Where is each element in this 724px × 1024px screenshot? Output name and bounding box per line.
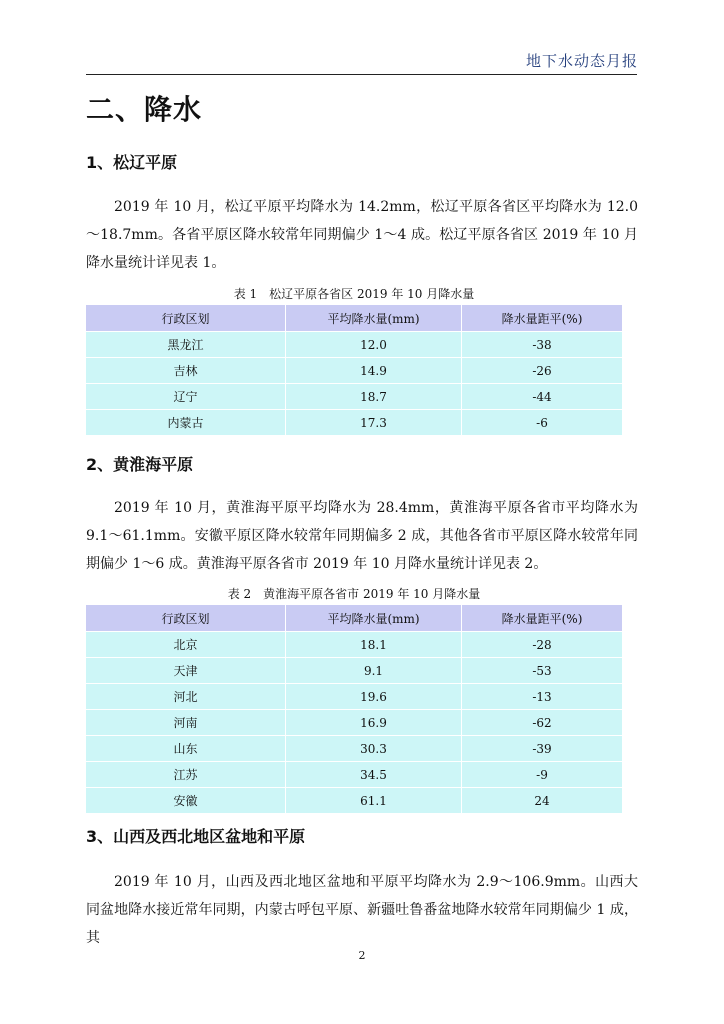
table-row — [86, 332, 622, 358]
paragraph-songliao: 2019 年 10 月，松辽平原平均降水为 14.2mm，松辽平原各省区平均降水为 12.0～18.7mm。各省平原区降水较常年同期偏少 1～4 成。松辽平原各省区 2019 年 10 月降水量统计详见表 1。 — [86, 199, 638, 271]
cell-avg-precip: 12.0 — [286, 332, 462, 358]
table-row — [86, 384, 622, 410]
cell-region: 江苏 — [86, 762, 286, 788]
cell-avg-precip: 19.6 — [286, 684, 462, 710]
cell-avg-precip: 61.1 — [286, 788, 462, 814]
section-title-shanxi-northwest: 3、山西及西北地区盆地和平原 — [86, 827, 306, 846]
cell-region: 河北 — [86, 684, 286, 710]
cell-avg-precip: 14.9 — [286, 358, 462, 384]
cell-avg-precip: 17.3 — [286, 410, 462, 436]
cell-anomaly: 24 — [462, 788, 623, 814]
table-row — [86, 358, 622, 384]
cell-anomaly: -6 — [462, 410, 623, 436]
header-divider — [86, 74, 637, 75]
cell-region: 山东 — [86, 736, 286, 762]
table-row — [86, 762, 622, 788]
cell-region: 安徽 — [86, 788, 286, 814]
cell-anomaly: -9 — [462, 762, 623, 788]
cell-avg-precip: 16.9 — [286, 710, 462, 736]
column-header-avg-precip: 平均降水量(mm) — [286, 605, 462, 632]
column-header-avg-precip: 平均降水量(mm) — [286, 305, 462, 332]
column-header-anomaly: 降水量距平(%) — [462, 605, 623, 632]
table-row — [86, 736, 622, 762]
running-header-title: 地下水动态月报 — [525, 52, 638, 70]
cell-anomaly: -62 — [462, 710, 623, 736]
cell-region: 内蒙古 — [86, 410, 286, 436]
cell-avg-precip: 30.3 — [286, 736, 462, 762]
cell-anomaly: -39 — [462, 736, 623, 762]
table-row — [86, 632, 622, 658]
section-title-songliao: 1、松辽平原 — [86, 153, 178, 172]
cell-anomaly: -44 — [462, 384, 623, 410]
cell-avg-precip: 34.5 — [286, 762, 462, 788]
cell-region: 吉林 — [86, 358, 286, 384]
table-row — [86, 788, 622, 814]
column-header-anomaly: 降水量距平(%) — [462, 305, 623, 332]
table1-precipitation — [86, 305, 622, 436]
table-row — [86, 684, 622, 710]
paragraph-shanxi-northwest: 2019 年 10 月，山西及西北地区盆地和平原平均降水为 2.9～106.9mm。山西大同盆地降水接近常年同期，内蒙古呼包平原、新疆吐鲁番盆地降水较常年同期偏少 1 成，其 — [86, 874, 638, 946]
cell-region: 河南 — [86, 710, 286, 736]
column-header-region: 行政区划 — [86, 605, 286, 632]
cell-region: 天津 — [86, 658, 286, 684]
cell-avg-precip: 9.1 — [286, 658, 462, 684]
table-header-row — [86, 605, 622, 632]
column-header-region: 行政区划 — [86, 305, 286, 332]
cell-anomaly: -38 — [462, 332, 623, 358]
cell-region: 北京 — [86, 632, 286, 658]
section-title-huanghuaihai: 2、黄淮海平原 — [86, 455, 194, 474]
cell-anomaly: -53 — [462, 658, 623, 684]
table-row — [86, 710, 622, 736]
chapter-title: 二、降水 — [86, 93, 203, 126]
table1-caption: 表 1 松辽平原各省区 2019 年 10 月降水量 — [233, 287, 475, 301]
cell-anomaly: -28 — [462, 632, 623, 658]
table-row — [86, 658, 622, 684]
table-row — [86, 410, 622, 436]
cell-anomaly: -26 — [462, 358, 623, 384]
cell-anomaly: -13 — [462, 684, 623, 710]
table-header-row — [86, 305, 622, 332]
cell-avg-precip: 18.7 — [286, 384, 462, 410]
cell-region: 辽宁 — [86, 384, 286, 410]
table2-precipitation — [86, 605, 622, 814]
paragraph-huanghuaihai: 2019 年 10 月，黄淮海平原平均降水为 28.4mm，黄淮海平原各省市平均降水为 9.1～61.1mm。安徽平原区降水较常年同期偏多 2 成，其他各省市平原区降水较常年同期偏少 1～6 成。黄淮海平原各省市 2019 年 10 月降水量统计详见表 2。 — [86, 500, 638, 572]
page-number: 2 — [358, 949, 366, 962]
cell-region: 黑龙江 — [86, 332, 286, 358]
cell-avg-precip: 18.1 — [286, 632, 462, 658]
table2-caption: 表 2 黄淮海平原各省市 2019 年 10 月降水量 — [227, 587, 481, 601]
